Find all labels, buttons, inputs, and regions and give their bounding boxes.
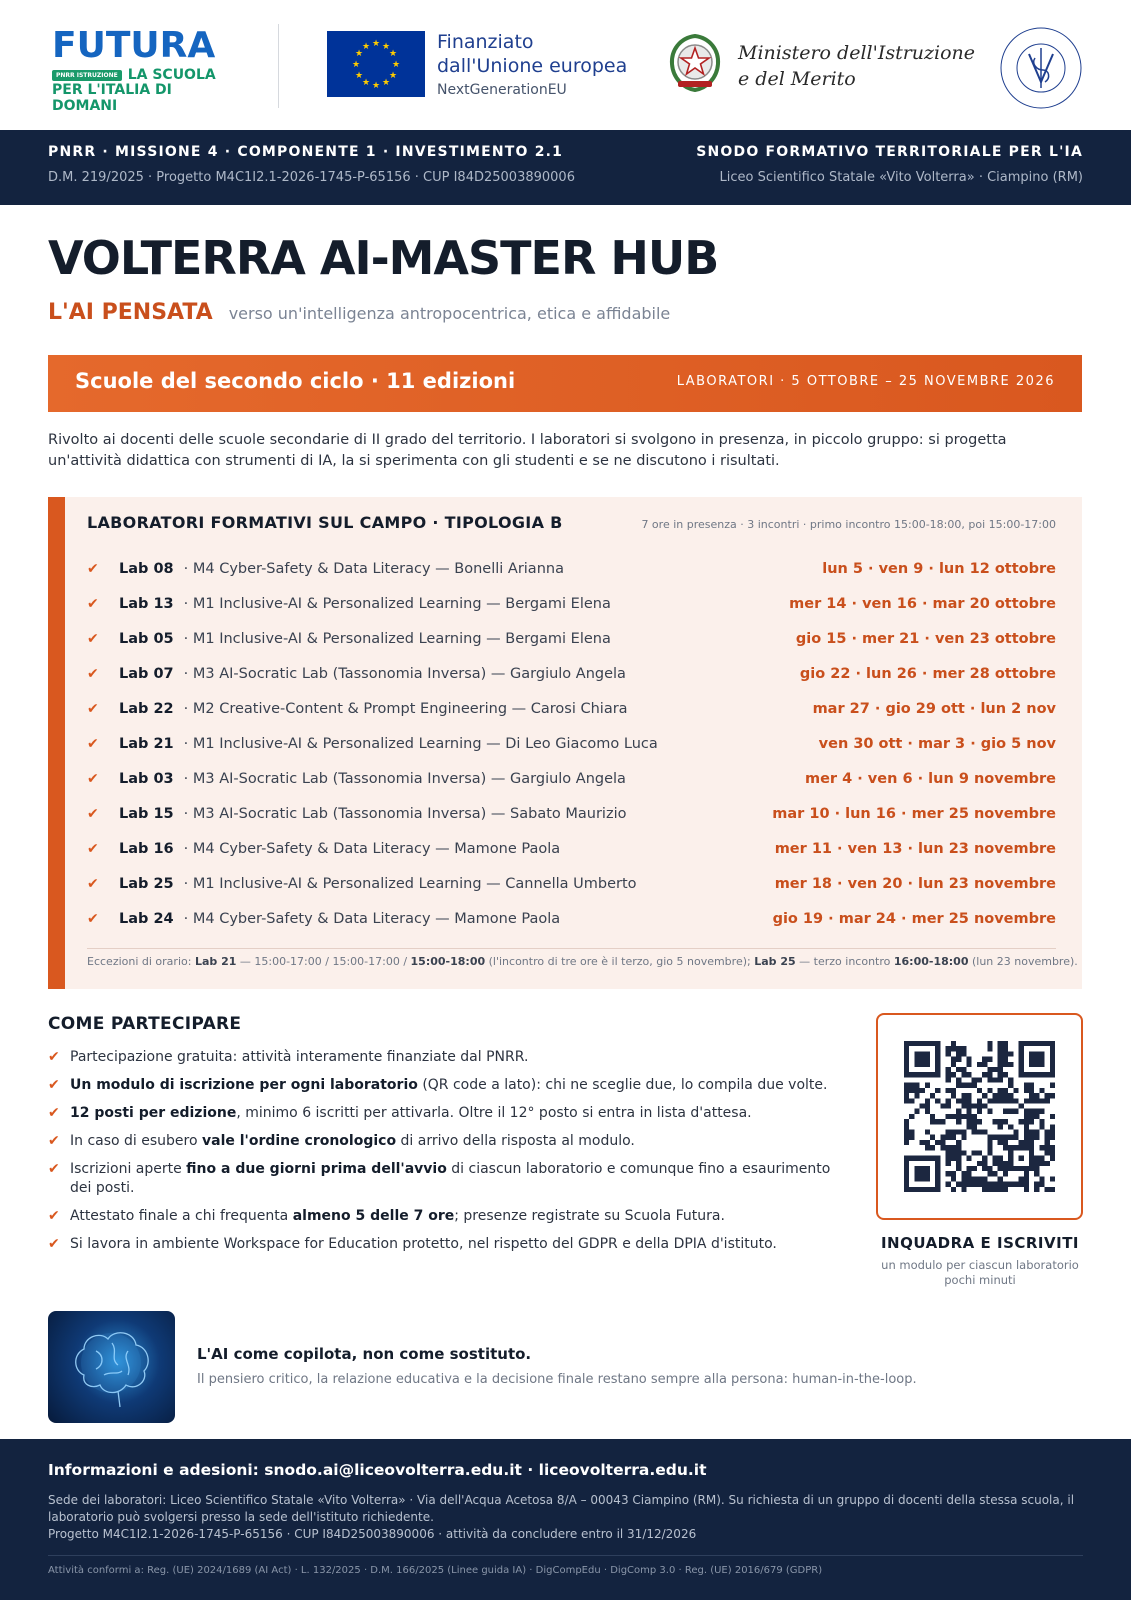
ministero-line2: e del Merito	[738, 68, 856, 90]
lab-description: · M1 Inclusive-AI & Personalized Learning — Di Leo Giacomo Luca	[183, 735, 658, 752]
editions-banner	[48, 355, 1082, 412]
lab-code: Lab 21	[119, 735, 174, 752]
qr-subtitle	[860, 1258, 1100, 1288]
check-icon: ✔	[48, 1105, 60, 1121]
futura-logo-line1: LA SCUOLA	[127, 67, 216, 83]
lab-description: · M4 Cyber-Safety & Data Literacy — Mamone Paola	[183, 840, 561, 857]
lab-row	[87, 551, 1056, 586]
hub-name-label: SNODO FORMATIVO TERRITORIALE PER L'IA	[696, 144, 1083, 160]
item-bold: Un modulo di iscrizione per ogni laboratorio	[70, 1077, 418, 1093]
item-text: Attestato finale a chi frequenta	[70, 1208, 293, 1224]
svg-text:★: ★	[381, 78, 391, 88]
lab-code: Lab 24	[119, 910, 174, 927]
footer-compliance-text: Attività conformi a: Reg. (UE) 2024/1689 (AI Act) · L. 132/2025 · D.M. 166/2025 (Linee guida IA) · DigCompEdu · DigComp 3.0 · Reg. (UE) 2016/679 (GDPR)	[48, 1565, 823, 1576]
svg-text:★: ★	[354, 49, 364, 59]
futura-logo-line2: PER L'ITALIA DI DOMANI	[52, 82, 172, 114]
item-text: di ciascun laboratorio e comunque fino a esaurimento dei posti.	[70, 1161, 831, 1196]
list-item	[48, 1207, 838, 1226]
intro-paragraph: Rivolto ai docenti delle scuole secondarie di II grado del territorio. I laboratori si svolgono in presenza, in piccolo gruppo: si progetta un'attività didattica con strumenti di IA, la si sperimenta con gli studenti e se ne discutono i risultati.	[48, 432, 1007, 469]
lab-dates: mar 10 · lun 16 · mer 25 novembre	[772, 805, 1056, 822]
footer-project-text: Progetto M4C1I2.1-2026-1745-P-65156 · CUP I84D25003890006 · attività da concludere entro il 31/12/2026	[48, 1527, 697, 1541]
list-item	[48, 1048, 838, 1067]
item-text: (QR code a lato): chi ne sceglie due, lo compila due volte.	[417, 1077, 828, 1093]
ministero-line1: Ministero dell'Istruzione	[738, 42, 976, 64]
lab-code: Lab 16	[119, 840, 174, 857]
footer	[0, 1439, 1131, 1600]
lab-dates: mer 4 · ven 6 · lun 9 novembre	[804, 770, 1056, 787]
lab-dates: gio 19 · mar 24 · mer 25 novembre	[772, 910, 1056, 927]
item-text: di arrivo della risposta al modulo.	[396, 1133, 635, 1149]
item-bold: vale l'ordine cronologico	[202, 1133, 397, 1149]
futura-logo	[52, 25, 232, 114]
lab-description: · M3 AI-Socratic Lab (Tassonomia Inversa) — Gargiulo Angela	[183, 665, 626, 682]
svg-text:★: ★	[351, 60, 361, 70]
pnrr-mission-label: PNRR · MISSIONE 4 · COMPONENTE 1 · INVESTIMENTO 2.1	[48, 144, 564, 160]
check-icon: ✔	[87, 735, 99, 752]
subtitle-tagline: verso un'intelligenza antropocentrica, etica e affidabile	[228, 304, 671, 323]
check-icon: ✔	[48, 1077, 60, 1093]
footer-details	[48, 1492, 1082, 1543]
check-icon: ✔	[48, 1049, 60, 1065]
lab-dates: gio 22 · lun 26 · mer 28 ottobre	[799, 665, 1056, 682]
labs-panel-meta: 7 ore in presenza · 3 incontri · primo incontro 15:00-18:00, poi 15:00-17:00	[641, 518, 1056, 531]
lab-row	[87, 621, 1056, 656]
lab-code: Lab 05	[119, 630, 174, 647]
lab-row	[87, 796, 1056, 831]
check-icon: ✔	[87, 840, 99, 857]
note-text: — 15:00-17:00 / 15:00-17:00 /	[236, 955, 411, 968]
check-icon: ✔	[87, 805, 99, 822]
lab-description: · M4 Cyber-Safety & Data Literacy — Mamone Paola	[183, 910, 561, 927]
lab-description: · M4 Cyber-Safety & Data Literacy — Bonelli Arianna	[183, 560, 564, 577]
lab-row	[87, 586, 1056, 621]
note-bold: 16:00-18:00	[893, 955, 969, 968]
participate-heading: COME PARTECIPARE	[48, 1014, 242, 1034]
note-bold: Lab 21	[194, 955, 237, 968]
project-code-label: D.M. 219/2025 · Progetto M4C1I2.1-2026-1745-P-65156 · CUP I84D25003890006	[48, 170, 575, 185]
lab-description: · M1 Inclusive-AI & Personalized Learning — Cannella Umberto	[183, 875, 637, 892]
lab-row	[87, 691, 1056, 726]
list-item	[48, 1104, 838, 1123]
qr-caption	[860, 1234, 1100, 1288]
brain-illustration-icon	[48, 1311, 175, 1423]
check-icon: ✔	[87, 770, 99, 787]
list-item	[48, 1076, 838, 1095]
check-icon: ✔	[87, 700, 99, 717]
liceo-volterra-seal-icon	[995, 24, 1087, 112]
labs-panel-divider	[87, 948, 1056, 949]
lab-code: Lab 25	[119, 875, 174, 892]
svg-text:★: ★	[361, 78, 371, 88]
lab-row	[87, 656, 1056, 691]
lab-dates: gio 15 · mer 21 · ven 23 ottobre	[795, 630, 1056, 647]
italian-republic-emblem-icon	[666, 32, 724, 94]
check-icon: ✔	[87, 595, 99, 612]
check-icon: ✔	[87, 910, 99, 927]
lab-row	[87, 831, 1056, 866]
check-icon: ✔	[87, 630, 99, 647]
note-text: (lun 23 novembre).	[968, 955, 1078, 968]
check-icon: ✔	[48, 1161, 60, 1177]
banner-editions-label: Scuole del secondo ciclo · 11 edizioni	[75, 369, 516, 393]
list-item	[48, 1160, 838, 1198]
eu-funding-label	[437, 30, 627, 100]
svg-text:★: ★	[354, 71, 364, 81]
subtitle-kicker: L'AI PENSATA	[48, 300, 213, 325]
item-text: ; presenze registrate su Scuola Futura.	[454, 1208, 725, 1224]
page-subtitle	[48, 300, 670, 325]
schedule-exceptions-note	[87, 955, 1078, 968]
registration-qr-code[interactable]	[876, 1013, 1083, 1220]
lab-dates: mar 27 · gio 29 ott · lun 2 nov	[812, 700, 1056, 717]
item-text: Si lavora in ambiente Workspace for Education protetto, nel rispetto del GDPR e della DPIA d'istituto.	[70, 1236, 777, 1252]
list-item	[48, 1132, 838, 1151]
project-info-strip	[0, 130, 1131, 205]
lab-dates: mer 14 · ven 16 · mar 20 ottobre	[789, 595, 1056, 612]
lab-description: · M1 Inclusive-AI & Personalized Learning — Bergami Elena	[183, 595, 611, 612]
note-bold: 15:00-18:00	[410, 955, 486, 968]
lab-dates: ven 30 ott · mar 3 · gio 5 nov	[818, 735, 1056, 752]
check-icon: ✔	[48, 1236, 60, 1252]
lab-code: Lab 07	[119, 665, 174, 682]
labs-panel	[48, 497, 1082, 989]
futura-logo-pill: PNRR ISTRUZIONE	[52, 70, 122, 81]
qr-subtitle-line2: pochi minuti	[944, 1273, 1016, 1287]
logo-bar	[0, 0, 1131, 130]
item-text: Iscrizioni aperte	[70, 1161, 187, 1177]
footer-divider	[48, 1555, 1083, 1556]
lab-code: Lab 13	[119, 595, 174, 612]
check-icon: ✔	[48, 1208, 60, 1224]
footer-venue-text: Sede dei laboratori: Liceo Scientifico Statale «Vito Volterra» · Via dell'Acqua Acetosa 8/A – 00043 Ciampino (RM). Su richiesta di un gruppo di docenti della stessa scuola, il laboratorio può svolgersi presso la sede dell'istituto richiedente.	[48, 1493, 1075, 1524]
eu-flag-icon	[327, 31, 425, 97]
ministero-logo-text	[738, 40, 975, 92]
qr-title: INQUADRA E ISCRIVITI	[880, 1234, 1080, 1252]
item-text: Partecipazione gratuita: attività interamente finanziate dal PNRR.	[70, 1049, 529, 1065]
note-text: (l'incontro di tre ore è il terzo, gio 5 novembre);	[485, 955, 755, 968]
lab-description: · M2 Creative-Content & Prompt Engineering — Carosi Chiara	[183, 700, 628, 717]
svg-text:★: ★	[381, 42, 391, 52]
item-bold: 12 posti per edizione	[70, 1105, 237, 1121]
footer-contact-heading[interactable]: Informazioni e adesioni: snodo.ai@liceovolterra.edu.it · liceovolterra.edu.it	[48, 1461, 707, 1479]
lab-row	[87, 901, 1056, 936]
lab-code: Lab 15	[119, 805, 174, 822]
svg-text:★: ★	[371, 39, 381, 49]
lab-code: Lab 08	[119, 560, 174, 577]
note-text: Eccezioni di orario:	[87, 955, 195, 968]
item-text: , minimo 6 iscritti per attivarla. Oltre il 12° posto si entra in lista d'attesa.	[236, 1105, 752, 1121]
svg-text:★: ★	[371, 81, 381, 91]
note-bold: Lab 25	[754, 955, 796, 968]
labs-list	[87, 551, 1056, 936]
svg-text:★: ★	[391, 60, 401, 70]
logo-divider	[278, 24, 279, 108]
lab-row	[87, 761, 1056, 796]
item-bold: fino a due giorni prima dell'avvio	[186, 1161, 447, 1177]
lab-dates: mer 18 · ven 20 · lun 23 novembre	[774, 875, 1056, 892]
qr-code-icon	[904, 1041, 1055, 1192]
banner-dates-label: LABORATORI · 5 OTTOBRE – 25 NOVEMBRE 2026	[676, 374, 1055, 389]
lab-description: · M3 AI-Socratic Lab (Tassonomia Inversa) — Gargiulo Angela	[183, 770, 626, 787]
qr-subtitle-line1: un modulo per ciascun laboratorio	[881, 1258, 1079, 1272]
list-item	[48, 1235, 838, 1254]
lab-description: · M3 AI-Socratic Lab (Tassonomia Inversa) — Sabato Maurizio	[183, 805, 627, 822]
copilot-text: Il pensiero critico, la relazione educativa e la decisione finale restano sempre alla persona: human-in-the-loop.	[197, 1372, 917, 1387]
svg-text:★: ★	[361, 42, 371, 52]
eu-line3: NextGenerationEU	[437, 82, 567, 98]
lab-description: · M1 Inclusive-AI & Personalized Learning — Bergami Elena	[183, 630, 611, 647]
svg-text:★: ★	[388, 71, 398, 81]
svg-text:★: ★	[388, 49, 398, 59]
page-title: VOLTERRA AI-MASTER HUB	[48, 231, 719, 285]
lab-dates: lun 5 · ven 9 · lun 12 ottobre	[822, 560, 1056, 577]
check-icon: ✔	[87, 560, 99, 577]
lab-row	[87, 726, 1056, 761]
lab-row	[87, 866, 1056, 901]
note-text: — terzo incontro	[795, 955, 894, 968]
item-text: In caso di esubero	[70, 1133, 203, 1149]
participate-list	[48, 1048, 838, 1263]
futura-logo-word: FUTURA	[52, 25, 216, 66]
check-icon: ✔	[87, 665, 99, 682]
school-name-label: Liceo Scientifico Statale «Vito Volterra» · Ciampino (RM)	[719, 170, 1083, 185]
eu-line2: dall'Unione europea	[437, 55, 628, 77]
check-icon: ✔	[48, 1133, 60, 1149]
check-icon: ✔	[87, 875, 99, 892]
item-bold: almeno 5 delle 7 ore	[292, 1208, 455, 1224]
eu-line1: Finanziato	[437, 31, 534, 53]
labs-panel-heading: LABORATORI FORMATIVI SUL CAMPO · TIPOLOGIA B	[87, 513, 563, 532]
copilot-heading: L'AI come copilota, non come sostituto.	[197, 1345, 532, 1363]
lab-code: Lab 03	[119, 770, 174, 787]
lab-dates: mer 11 · ven 13 · lun 23 novembre	[774, 840, 1056, 857]
lab-code: Lab 22	[119, 700, 174, 717]
